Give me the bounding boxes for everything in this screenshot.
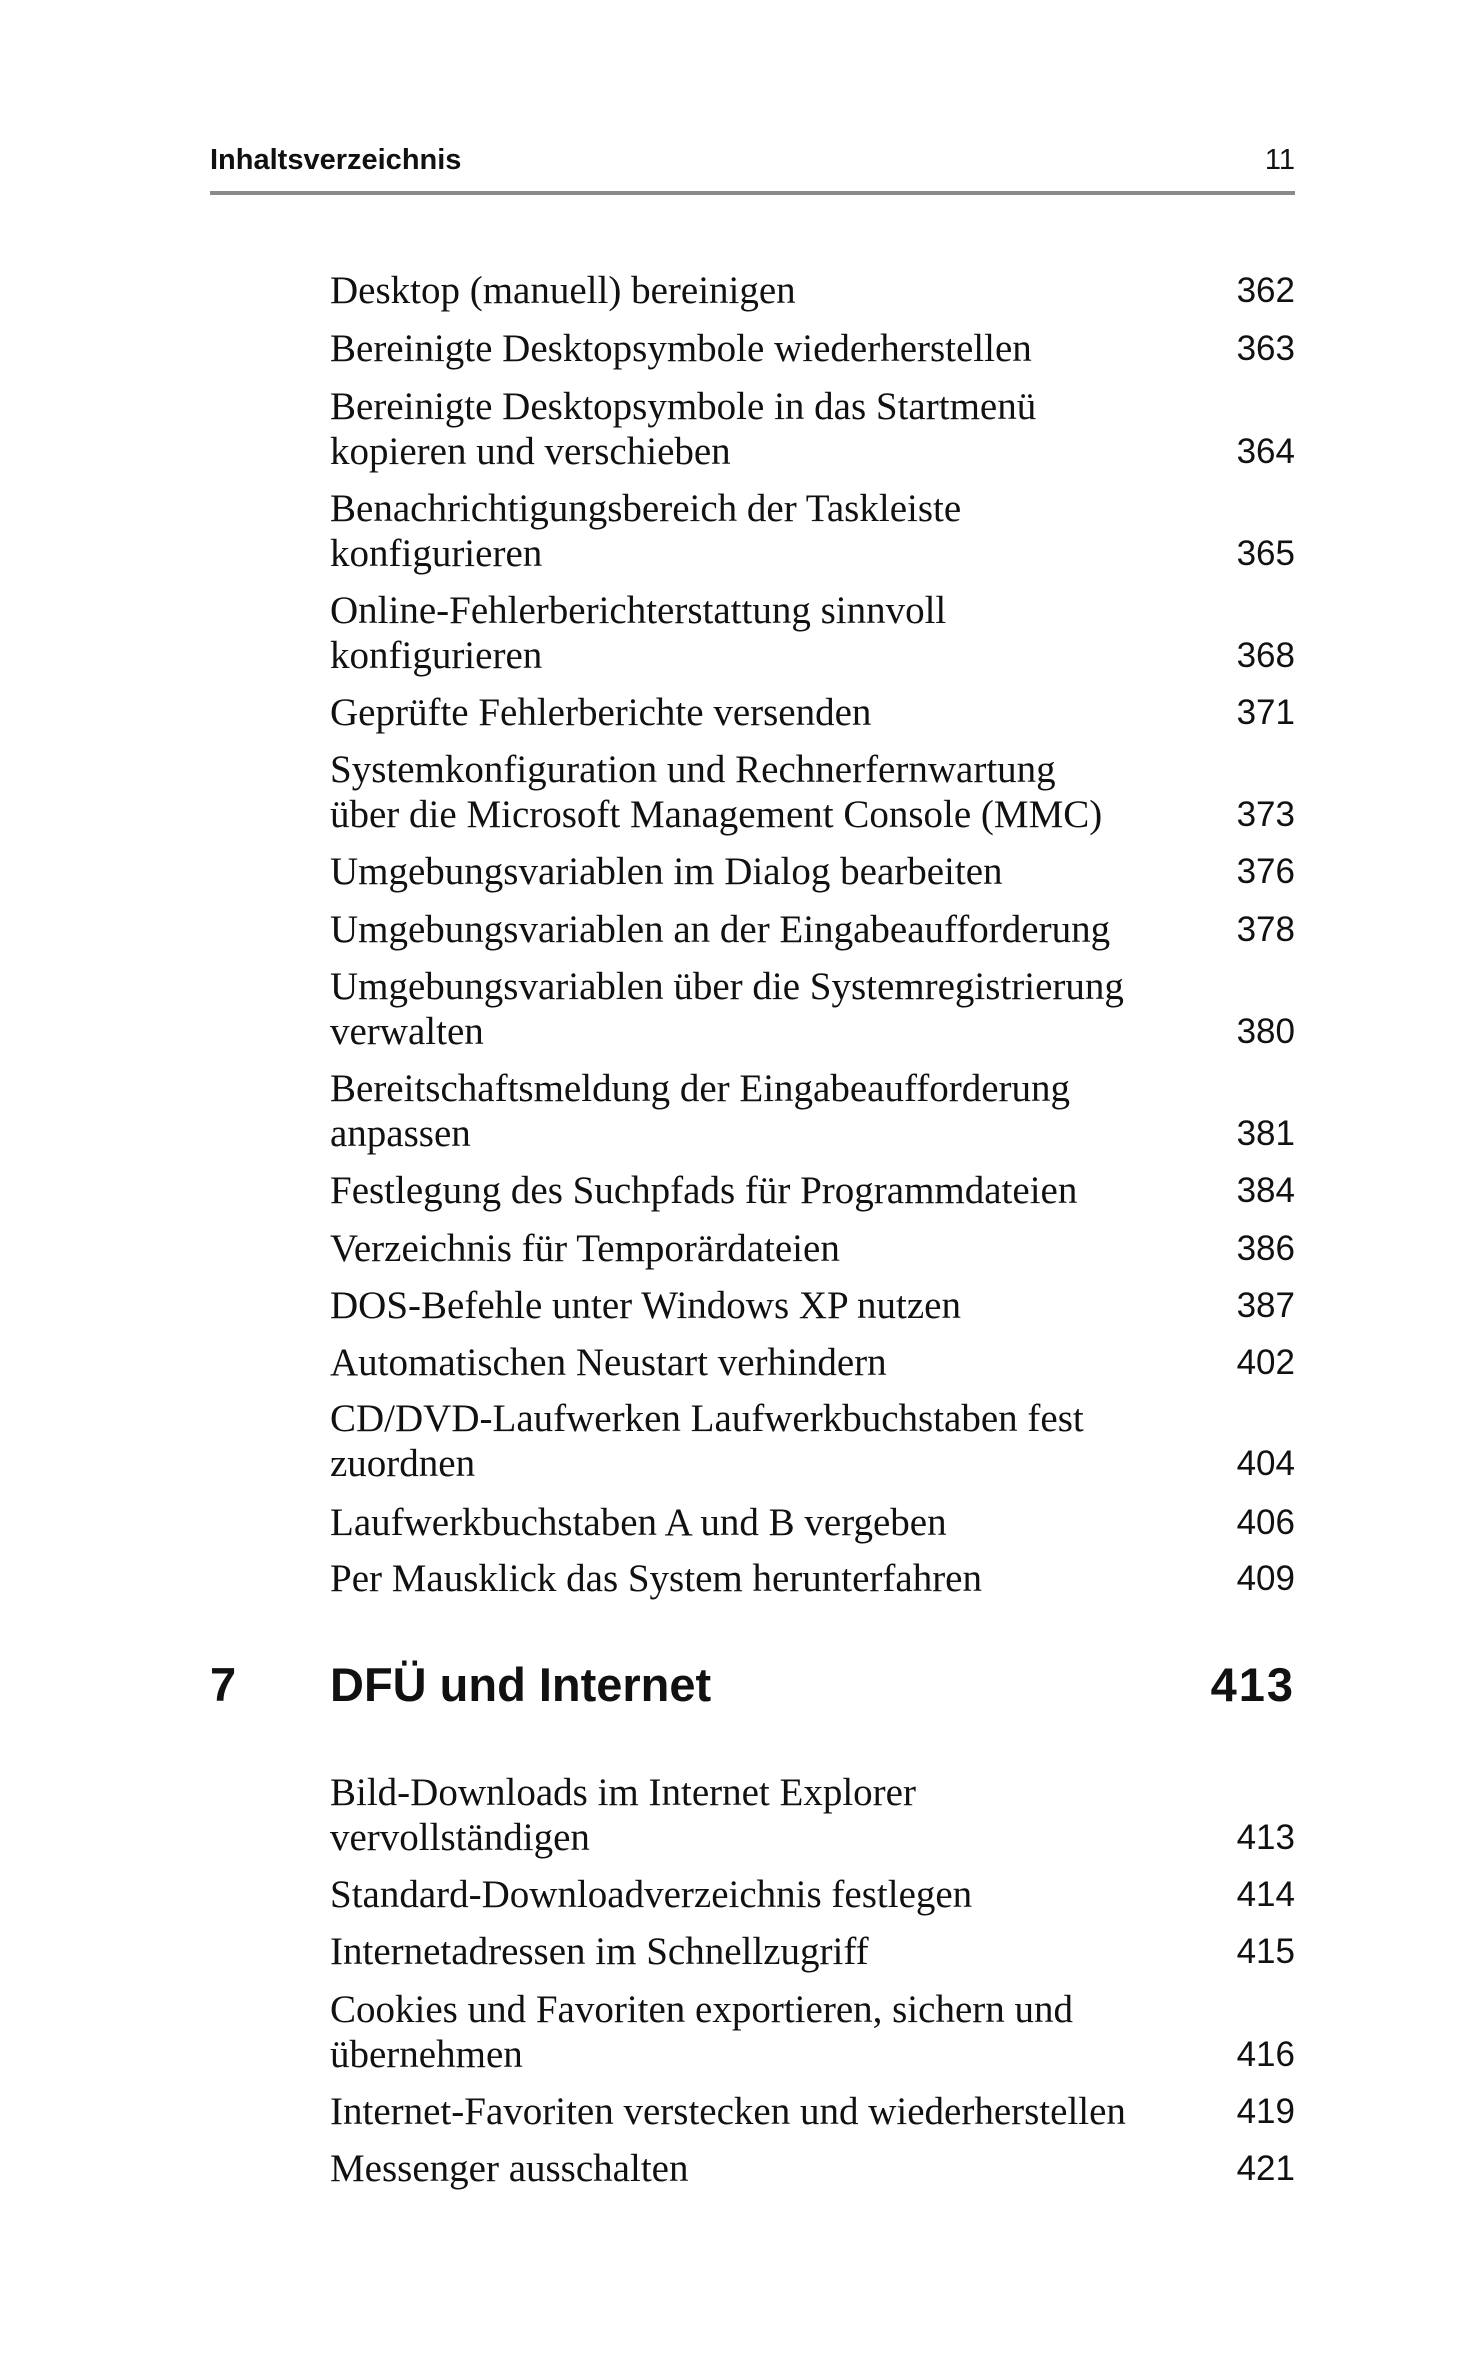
- toc-entry-title: Umgebungsvariablen an der Eingabeaufforderung: [330, 908, 1111, 951]
- toc-entry: [330, 1556, 1295, 1601]
- toc-entry: [330, 1066, 1295, 1156]
- toc-entry-title: Geprüfte Fehlerberichte versenden: [330, 691, 872, 734]
- running-header-page-number: 11: [1264, 144, 1295, 176]
- toc-entry-page: 415: [1236, 1932, 1295, 1971]
- toc-entry-page: 368: [1236, 636, 1295, 675]
- toc-entry: [330, 907, 1295, 952]
- toc-entry: [330, 1168, 1295, 1213]
- toc-entry: [330, 1987, 1295, 2077]
- toc-entry-page: 406: [1236, 1503, 1295, 1542]
- toc-entry-title: Internet-Favoriten verstecken und wiederherstellen: [330, 2090, 1126, 2133]
- chapter-heading: [210, 1658, 1295, 1722]
- toc-entry-title: CD/DVD-Laufwerken Laufwerkbuchstaben fest zuordnen: [330, 1397, 1084, 1485]
- toc-entry-page: 373: [1236, 795, 1295, 834]
- toc-entry: [330, 1283, 1295, 1328]
- toc-entry-page: 364: [1236, 432, 1295, 471]
- chapter-number: 7: [210, 1658, 237, 1711]
- toc-entry-title: Automatischen Neustart verhindern: [330, 1341, 887, 1384]
- toc-entry: [330, 326, 1295, 371]
- running-header: [210, 140, 1295, 180]
- toc-entry: [330, 1770, 1295, 1860]
- toc-entry-title: Verzeichnis für Temporärdateien: [330, 1227, 840, 1270]
- toc-entry-page: 416: [1236, 2035, 1295, 2074]
- toc-entry: [330, 849, 1295, 894]
- toc-entry-title: Messenger ausschalten: [330, 2147, 689, 2190]
- toc-entry: [330, 1929, 1295, 1974]
- toc-entry-title: Umgebungsvariablen über die Systemregistrierung verwalten: [330, 965, 1124, 1053]
- toc-entry-title: Cookies und Favoriten exportieren, sichern und übernehmen: [330, 1988, 1073, 2076]
- toc-entry-title: Standard-Downloadverzeichnis festlegen: [330, 1873, 973, 1916]
- toc-entry-title: Festlegung des Suchpfads für Programmdateien: [330, 1169, 1078, 1212]
- toc-entry-page: 378: [1236, 910, 1295, 949]
- toc-entry-page: 387: [1236, 1286, 1295, 1325]
- toc-entry-title: Systemkonfiguration und Rechnerfernwartung über die Microsoft Management Console (MMC): [330, 748, 1103, 836]
- chapter-title: DFÜ und Internet: [330, 1658, 712, 1711]
- toc-entry: [330, 1396, 1295, 1486]
- toc-entry-title: Bereitschaftsmeldung der Eingabeaufforderung anpassen: [330, 1067, 1071, 1155]
- toc-entry-title: Laufwerkbuchstaben A und B vergeben: [330, 1501, 947, 1544]
- toc-entry-title: Benachrichtigungsbereich der Taskleiste konfigurieren: [330, 487, 962, 575]
- toc-entry-page: 409: [1236, 1559, 1295, 1598]
- toc-entry: [330, 2089, 1295, 2134]
- toc-entry-page: 402: [1236, 1343, 1295, 1382]
- toc-entry-page: 376: [1236, 852, 1295, 891]
- toc-entry: [330, 1340, 1295, 1385]
- toc-entry-title: Bereinigte Desktopsymbole in das Startmenü kopieren und verschieben: [330, 385, 1037, 473]
- toc-entry: [330, 2146, 1295, 2191]
- header-divider: [210, 191, 1295, 195]
- toc-entry-title: DOS-Befehle unter Windows XP nutzen: [330, 1284, 961, 1327]
- toc-entry: [330, 1500, 1295, 1545]
- toc-entry: [330, 1872, 1295, 1917]
- toc-entry: [330, 964, 1295, 1054]
- toc-entry-page: 419: [1236, 2092, 1295, 2131]
- toc-entry: [330, 486, 1295, 576]
- running-header-title: Inhaltsverzeichnis: [210, 144, 462, 176]
- toc-entry-page: 363: [1236, 329, 1295, 368]
- toc-entry-title: Online-Fehlerberichterstattung sinnvoll konfigurieren: [330, 589, 947, 677]
- toc-entry: [330, 747, 1295, 837]
- toc-entry-page: 362: [1236, 271, 1295, 310]
- toc-entry-page: 404: [1236, 1444, 1295, 1483]
- toc-entry-page: 365: [1236, 534, 1295, 573]
- toc-entry: [330, 588, 1295, 678]
- toc-entry: [330, 690, 1295, 735]
- toc-entry-title: Internetadressen im Schnellzugriff: [330, 1930, 869, 1973]
- toc-entry: [330, 1226, 1295, 1271]
- toc-entry-page: 421: [1236, 2149, 1295, 2188]
- chapter-page: 413: [1210, 1658, 1295, 1711]
- toc-entry-page: 371: [1236, 693, 1295, 732]
- toc-entry: [330, 268, 1295, 313]
- toc-entry-title: Per Mausklick das System herunterfahren: [330, 1557, 982, 1600]
- toc-entry-page: 386: [1236, 1229, 1295, 1268]
- toc-entry-page: 413: [1236, 1818, 1295, 1857]
- toc-entry-page: 414: [1236, 1875, 1295, 1914]
- toc-entry-page: 380: [1236, 1012, 1295, 1051]
- toc-entry-page: 381: [1236, 1114, 1295, 1153]
- toc-entry-title: Bereinigte Desktopsymbole wiederherstellen: [330, 327, 1032, 370]
- toc-entry-title: Bild-Downloads im Internet Explorer vervollständigen: [330, 1771, 916, 1859]
- toc-entry-page: 384: [1236, 1171, 1295, 1210]
- toc-entry: [330, 384, 1295, 474]
- toc-entry-title: Umgebungsvariablen im Dialog bearbeiten: [330, 850, 1003, 893]
- toc-entry-title: Desktop (manuell) bereinigen: [330, 269, 796, 312]
